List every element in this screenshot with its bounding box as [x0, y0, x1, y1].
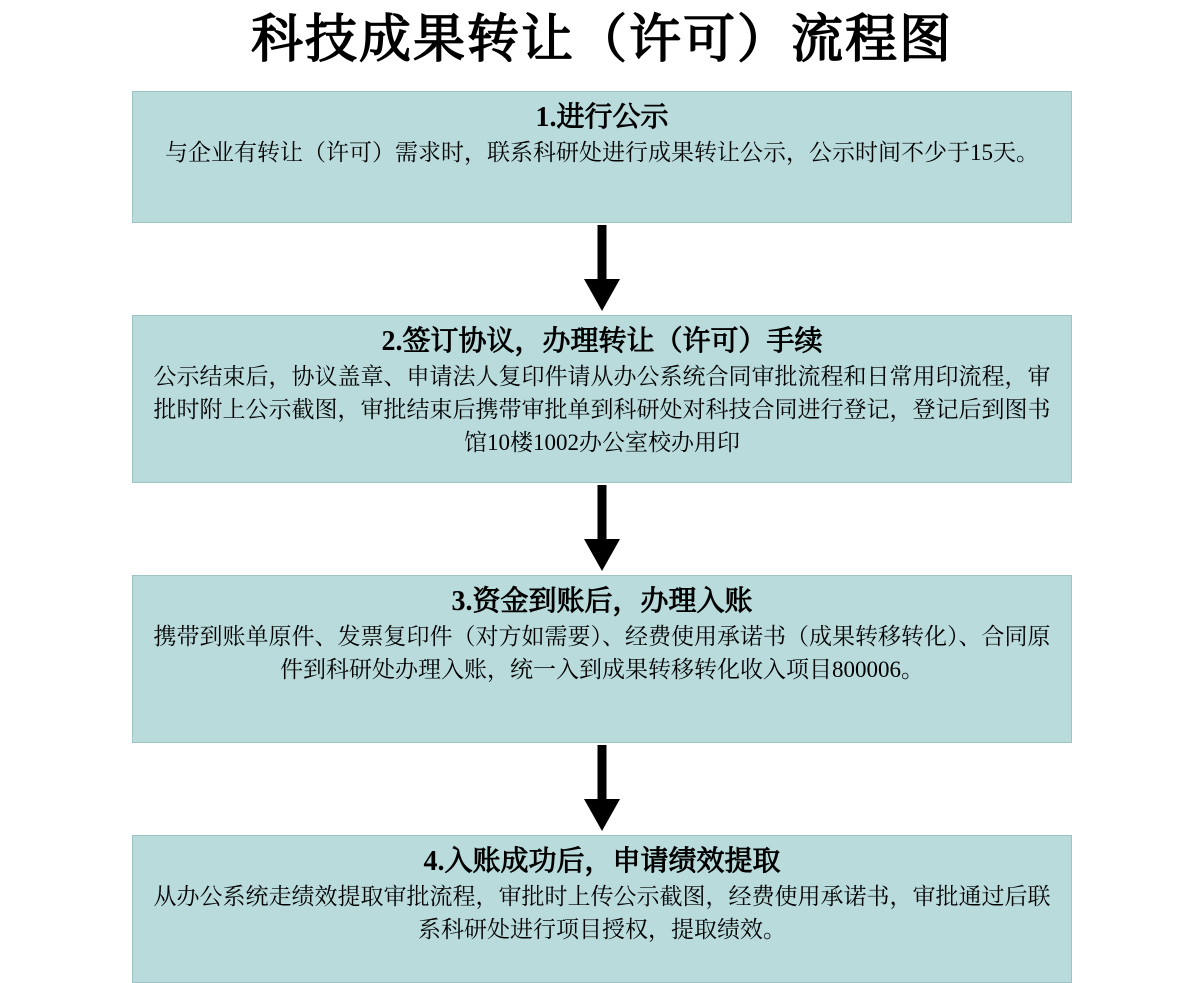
flow-node-2-heading: 2.签订协议，办理转让（许可）手续 [381, 326, 823, 358]
arrow-3-to-4 [132, 743, 1072, 835]
flow-node-3-body: 携带到账单原件、发票复印件（对方如需要）、经费使用承诺书（成果转移转化）、合同原件到科研处办理入账，统一入到成果转移转化收入项目800006。 [153, 624, 1051, 682]
flow-node-3-heading: 3.资金到账后，办理入账 [451, 586, 753, 618]
arrow-1-to-2 [132, 223, 1072, 315]
flow-node-1-heading: 1.进行公示 [535, 102, 669, 134]
page-title: 科技成果转让（许可）流程图 [250, 11, 953, 69]
flow-node-4-heading: 4.入账成功后，申请绩效提取 [423, 846, 781, 878]
flow-node-2-body: 公示结束后，协议盖章、申请法人复印件请从办公系统合同审批流程和日常用印流程，审批时附上公示截图，审批结束后携带审批单到科研处对科技合同进行登记，登记后到图书馆10楼1002办公室校办用印 [153, 364, 1051, 455]
flowchart-container [132, 69, 1072, 983]
flow-node-3 [132, 575, 1072, 743]
flow-node-4 [132, 835, 1072, 983]
flow-node-4-body: 从办公系统走绩效提取审批流程，审批时上传公示截图，经费使用承诺书，审批通过后联系科研处进行项目授权，提取绩效。 [153, 884, 1051, 942]
arrow-2-to-3 [132, 483, 1072, 575]
flow-node-2 [132, 315, 1072, 483]
flow-node-1-body: 与企业有转让（许可）需求时，联系科研处进行成果转让公示，公示时间不少于15天。 [165, 140, 1039, 166]
flow-node-1 [132, 91, 1072, 223]
